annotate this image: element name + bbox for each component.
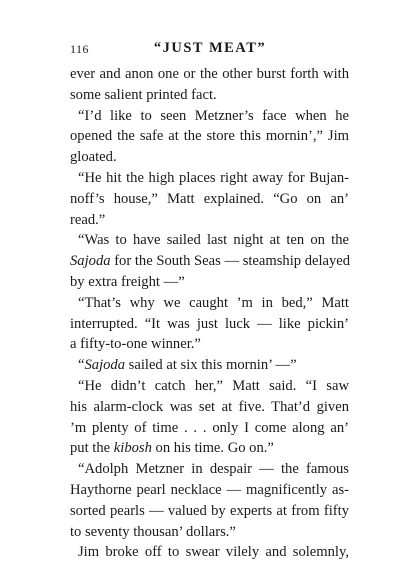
text-run: sorted pearls — valued by experts at from fifty <box>70 502 349 519</box>
text-run: opened the safe at the store this mornin’,” Jim <box>70 128 349 145</box>
text-run: “He didn’t catch her,” Matt said. “I saw <box>78 377 349 394</box>
text-run: noff’s house,” Matt explained. “Go on an’ <box>70 190 349 207</box>
text-line <box>70 85 349 106</box>
text-line <box>70 293 349 314</box>
text-run: a fifty-to-one winner.” <box>70 336 201 353</box>
text-line <box>70 480 349 501</box>
text-run: on his time. Go on.” <box>151 440 274 457</box>
text-line <box>70 542 349 563</box>
text-run: by extra freight —” <box>70 273 185 290</box>
text-run: “Was to have sailed last night at ten on the <box>78 232 349 249</box>
text-run: ever and anon one or the other burst forth with <box>70 66 349 82</box>
text-line <box>70 459 349 480</box>
text-line <box>70 522 349 543</box>
text-run: “I’d like to seen Metzner’s face when he <box>78 107 349 124</box>
text-run: “ <box>78 357 85 374</box>
italic-text: Sajoda <box>70 253 111 270</box>
page-header <box>70 40 350 60</box>
text-line <box>70 168 349 189</box>
text-run: put the <box>70 440 114 457</box>
text-line <box>70 355 349 376</box>
text-line <box>70 397 349 418</box>
body-text <box>70 64 349 563</box>
text-run: for the South Seas — steamship delayed <box>110 253 351 270</box>
italic-text: Sajoda <box>84 357 126 374</box>
text-line <box>70 230 349 251</box>
text-run: Haythorne pearl necklace — magnificently as- <box>70 481 349 498</box>
text-run: Jim broke off to swear vilely and solemnly, <box>78 544 349 561</box>
text-line <box>70 376 349 397</box>
text-run: interrupted. “It was just luck — like pickin’ <box>70 315 349 332</box>
text-run: to seventy thousan’ dollars.” <box>70 523 236 540</box>
text-line <box>70 147 349 168</box>
text-line <box>70 501 349 522</box>
text-run: his alarm-clock was set at five. That’d given <box>70 398 349 415</box>
running-head: “JUST MEAT” <box>153 40 267 56</box>
text-run: “Adolph Metzner in despair — the famous <box>78 461 349 478</box>
text-run: gloated. <box>70 149 117 166</box>
text-line <box>70 334 349 355</box>
text-line <box>70 126 349 147</box>
text-run: ’m plenty of time . . . only I come along an’ <box>70 419 349 436</box>
text-line <box>70 210 349 231</box>
text-run: “He hit the high places right away for Bujan- <box>78 169 349 186</box>
text-line <box>70 106 349 127</box>
page-number: 116 <box>70 42 90 56</box>
text-line <box>70 418 349 439</box>
text-line <box>70 64 349 85</box>
italic-text: kibosh <box>113 440 152 457</box>
text-run: sailed at six this mornin’ —” <box>125 357 297 374</box>
text-line <box>70 438 349 459</box>
text-run: some salient printed fact. <box>70 86 217 103</box>
text-line <box>70 314 349 335</box>
text-line <box>70 189 349 210</box>
text-line <box>70 272 349 293</box>
text-line <box>70 251 349 272</box>
text-run: “That’s why we caught ’m in bed,” Matt <box>78 294 349 311</box>
text-run: read.” <box>70 211 106 228</box>
